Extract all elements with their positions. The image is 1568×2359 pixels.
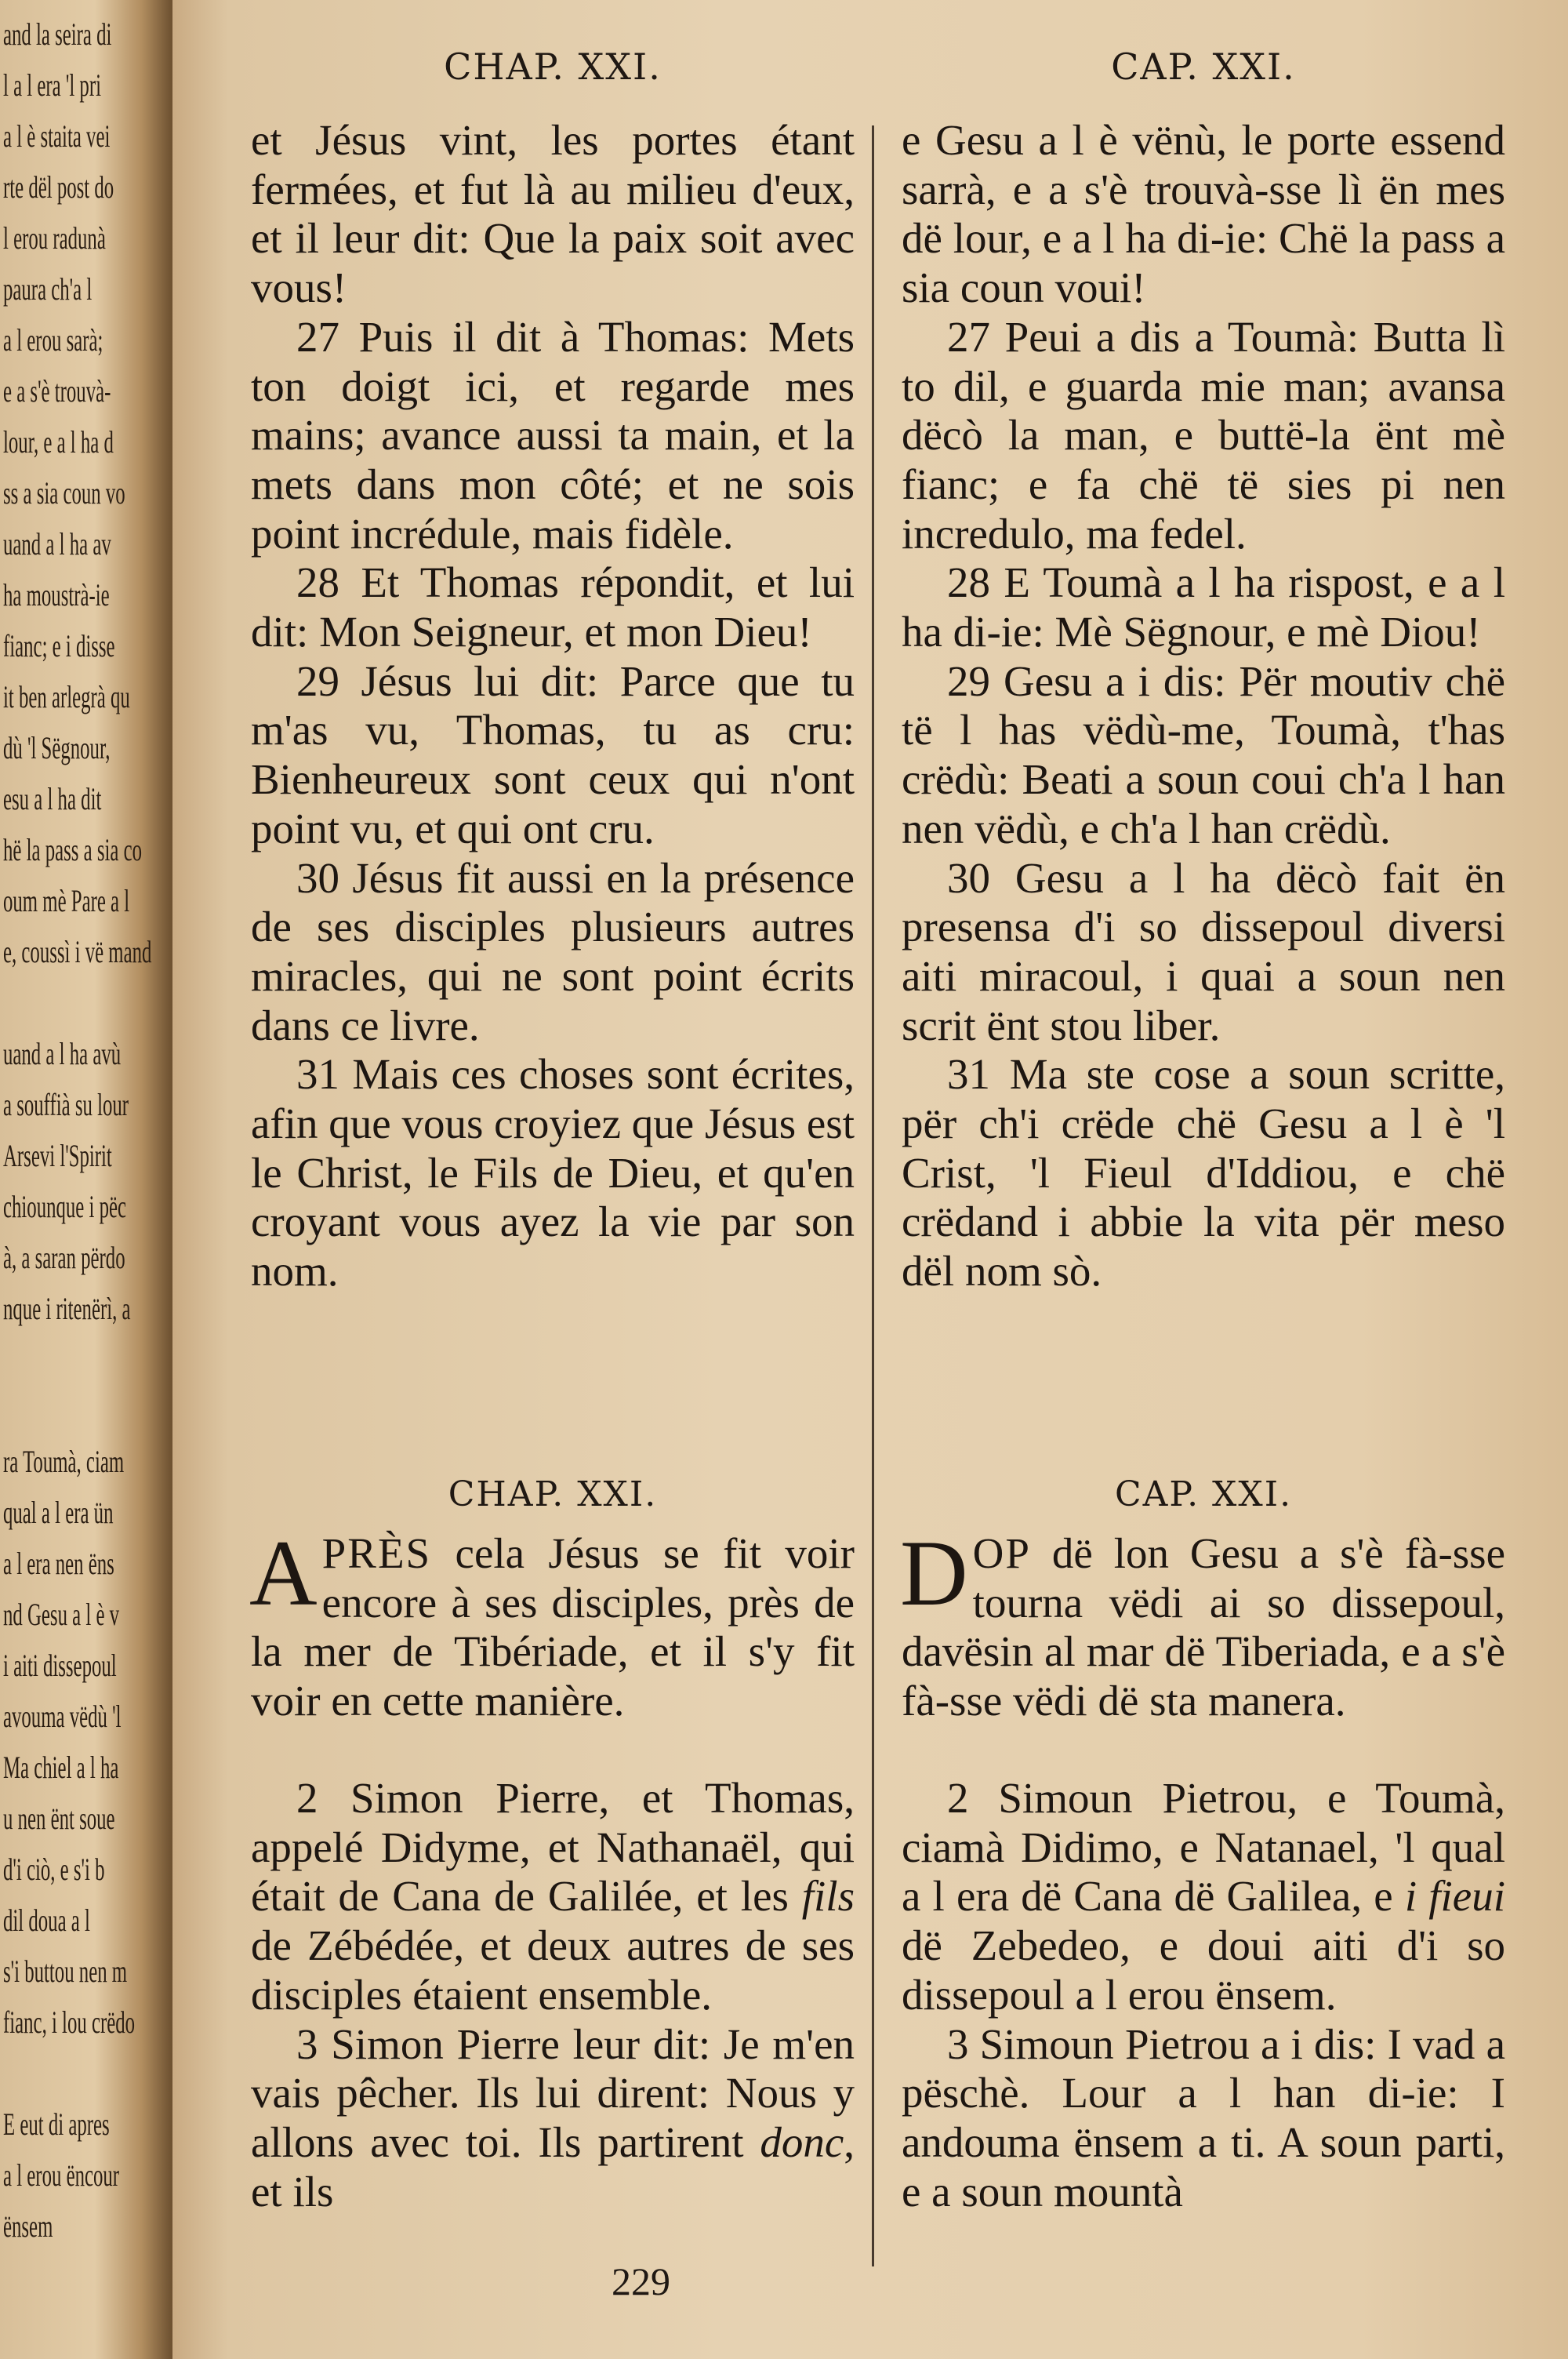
facing-page-line: fianc; e i disse <box>3 628 115 663</box>
drop-cap: A <box>249 1521 318 1625</box>
running-head-piedmontese: CAP. XXI. <box>1111 45 1296 88</box>
facing-page-line: E eut di apres <box>3 2106 110 2142</box>
facing-page-line: d'i ciò, e s'i b <box>3 1852 105 1887</box>
facing-page-line: à, a saran përdo <box>3 1240 125 1275</box>
facing-page-line: lour, e a l ha d <box>3 424 114 460</box>
book-page <box>172 0 1568 2359</box>
verse-30: 30 Gesu a l ha dëcò fait ën presensa d'i so dissepoul diversi aiti miracoul, i quai a soun nen scrit ënt stou liber. <box>902 853 1505 1049</box>
facing-page-line: ënsem <box>3 2208 53 2244</box>
verse-3-text-b: , et ils <box>251 2117 855 2215</box>
verse-2 <box>902 1774 1505 2020</box>
french-text-lower <box>251 1774 855 2216</box>
french-text-upper <box>251 116 855 1296</box>
facing-page-line: and la seira di <box>3 16 112 52</box>
verse-3-text-a: 3 Simon Pierre leur dit: Je m'en vais pêcher. Ils lui dirent: Nous y allons avec toi. Ils partirent <box>251 2019 855 2166</box>
facing-page-line: ss a sia coun vo <box>3 475 125 511</box>
facing-page-line: a l era nen ëns <box>3 1546 114 1581</box>
verse-31: 31 Ma ste cose a soun scritte, për ch'i crëde chë Gesu a l è 'l Crist, 'l Fieul d'Iddiou, e chë crëdand i abbie la vita për meso dël nom sò. <box>902 1050 1505 1296</box>
facing-page-line: paura ch'a l <box>3 271 93 307</box>
facing-page-line: fianc, i lou crëdo <box>3 2005 136 2040</box>
facing-page-line: avouma vëdù 'l <box>3 1699 122 1734</box>
facing-page-line: a souffià su lour <box>3 1087 129 1122</box>
verse-3-italic: donc <box>760 2117 844 2166</box>
verse-2-text-a: 2 Simon Pierre, et Thomas, appelé Didyme, et Nathanaël, qui était de Cana de Galilée, et les <box>251 1774 855 1921</box>
opening-text: cela Jésus se fit voir encore à ses disciples, près de la mer de Tibériade, et il s'y fit voir en cette manière. <box>251 1529 855 1725</box>
verse-continuation: et Jésus vint, les portes étant fermées, et fut là au milieu d'eux, et il leur dit: Que la paix soit avec vous! <box>251 116 855 312</box>
verse-2-text-b: de Zébédée, et deux autres de ses disciples étaient ensemble. <box>251 1921 855 2019</box>
facing-page-line: nque i ritenërì, a <box>3 1291 131 1326</box>
running-head-french: CHAP. XXI. <box>444 45 662 88</box>
facing-page-line: i aiti dissepoul <box>3 1648 117 1683</box>
facing-page-line: s'i buttou nen m <box>3 1954 128 1989</box>
drop-cap-rest: PRÈS <box>321 1529 432 1577</box>
facing-page-line: dil doua a l <box>3 1903 90 1938</box>
facing-page-line: a l erou ëncour <box>3 2157 120 2193</box>
facing-page-line: Arsevi l'Spirit <box>3 1138 112 1173</box>
facing-page-line: uand a l ha av <box>3 526 111 562</box>
facing-page-line: u nen ënt soue <box>3 1801 115 1836</box>
facing-page-line: uand a l ha avù <box>3 1036 122 1071</box>
facing-page-strip <box>0 0 172 2359</box>
facing-page-line: oum mè Pare a l <box>3 883 130 918</box>
piedmontese-text-upper <box>902 116 1505 1296</box>
facing-page-line: a l è staita vei <box>3 118 111 154</box>
verse-29: 29 Jésus lui dit: Parce que tu m'as vu, Thomas, tu as cru: Bienheureux sont ceux qui n'ont point vu, et qui ont cru. <box>251 656 855 852</box>
facing-page-line: ra Toumà, ciam <box>3 1444 125 1479</box>
facing-page-line: qual a l era ün <box>3 1495 114 1530</box>
chapter-heading-french: CHAP. XXI. <box>448 1474 658 1514</box>
facing-page-line: nd Gesu a l è v <box>3 1597 120 1632</box>
facing-page-line: ha moustrà-ie <box>3 577 110 612</box>
facing-page-line: l erou radunà <box>3 220 106 256</box>
facing-page-line: l a l era 'l pri <box>3 67 101 103</box>
facing-page-line: rte dël post do <box>3 169 114 205</box>
verse-3 <box>251 2020 855 2217</box>
drop-cap-rest: OP <box>972 1529 1031 1577</box>
verse-27: 27 Peui a dis a Toumà: Butta lì to dil, e guarda mie man; avansa dëcò la man, e buttë-la ënt mè fianc; e fa chë të sies pi nen incredulo, ma fedel. <box>902 312 1505 558</box>
drop-cap: D <box>900 1521 968 1625</box>
facing-page-line: a l erou sarà; <box>3 322 103 358</box>
verse-2-italic: i fieui <box>1404 1872 1505 1921</box>
verse-2-text-a: 2 Simoun Pietrou, e Toumà, ciamà Didimo, e Natanael, 'l qual a l era dë Cana dë Galilea, e <box>902 1774 1505 1921</box>
facing-page-line: dù 'l Sëgnour, <box>3 730 111 765</box>
verse-29: 29 Gesu a i dis: Për moutiv chë të l has vëdù-me, Toumà, t'has crëdù: Beati a soun coui ch'a l han nen vëdù, e ch'a l han crëdù. <box>902 656 1505 852</box>
verse-27: 27 Puis il dit à Thomas: Mets ton doigt ici, et regarde mes mains; avance aussi ta main, et la mets dans mon côté; et ne sois point incrédule, mais fidèle. <box>251 312 855 558</box>
facing-page-line: chiounque i pëc <box>3 1189 127 1224</box>
chapter-opening-french <box>249 1521 855 1726</box>
facing-page-line: e a s'è trouvà- <box>3 373 111 409</box>
verse-28: 28 E Toumà a l ha rispost, e a l ha di-ie: Mè Sëgnour, e mè Diou! <box>902 558 1505 656</box>
verse-2-italic: fils <box>801 1872 855 1921</box>
chapter-heading-piedmontese: CAP. XXI. <box>1114 1474 1293 1514</box>
facing-page-line: it ben arlegrà qu <box>3 679 130 714</box>
verse-3: 3 Simoun Pietrou a i dis: I vad a pëschè. Lour a l han di-ie: I andouma ënsem a ti. A soun parti, e a soun mountà <box>902 2019 1505 2215</box>
verse-2-text-b: dë Zebedeo, e doui aiti d'i so dissepoul a l erou ënsem. <box>902 1921 1505 2019</box>
facing-page-line: Ma chiel a l ha <box>3 1750 119 1785</box>
chapter-opening-piedmontese <box>900 1521 1505 1726</box>
facing-page-line: esu a l ha dit <box>3 781 102 816</box>
verse-31: 31 Mais ces choses sont écrites, afin que vous croyiez que Jésus est le Christ, le Fils de Dieu, et qu'en croyant vous ayez la vie par son nom. <box>251 1050 855 1296</box>
facing-page-line: hë la pass a sia co <box>3 832 142 867</box>
verse-2 <box>251 1774 855 2020</box>
piedmontese-text-lower <box>902 1774 1505 2216</box>
verse-28: 28 Et Thomas répondit, et lui dit: Mon Seigneur, et mon Dieu! <box>251 558 855 656</box>
verse-30: 30 Jésus fit aussi en la présence de ses disciples plusieurs autres miracles, qui ne sont point écrits dans ce livre. <box>251 853 855 1049</box>
facing-page-line: e, coussì i vë mand <box>3 934 152 969</box>
verse-continuation: e Gesu a l è vënù, le porte essend sarrà, e a s'è trouvà-sse lì ën mes dë lour, e a l ha di-ie: Chë la pass a sia coun voui! <box>902 116 1505 312</box>
column-divider <box>872 125 874 2266</box>
page-number: 229 <box>612 2259 670 2303</box>
opening-text: dë lon Gesu a s'è fà-sse tourna vëdi ai so dissepoul, davësin al mar dë Tiberiada, e a s'è fà-sse vëdi dë sta manera. <box>902 1529 1505 1725</box>
